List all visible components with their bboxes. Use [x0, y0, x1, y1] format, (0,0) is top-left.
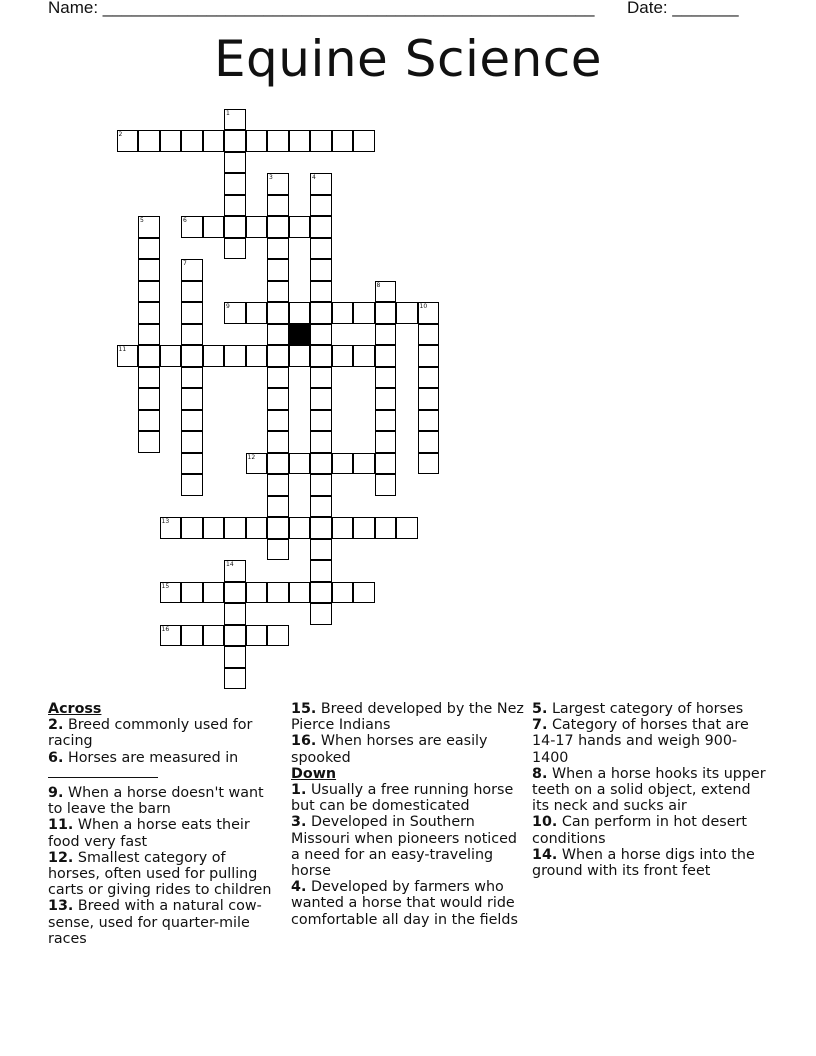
crossword-cell[interactable]: [181, 367, 203, 389]
clue-down-4: 4. Developed by farmers who wanted a horse that would ride comfortable all day in the fields: [291, 879, 518, 928]
crossword-cell[interactable]: [267, 388, 289, 410]
crossword-cell[interactable]: [375, 474, 397, 496]
crossword-cell[interactable]: [375, 453, 397, 475]
crossword-cell[interactable]: [267, 195, 289, 217]
clue-across-2: 2. Breed commonly used for racing: [48, 717, 253, 750]
crossword-cell[interactable]: [246, 453, 268, 475]
clue-number: 4: [312, 174, 316, 181]
clue-number: 9: [226, 303, 230, 310]
crossword-cell[interactable]: [138, 216, 160, 238]
crossword-cell[interactable]: [310, 496, 332, 518]
crossword-cell[interactable]: [138, 388, 160, 410]
crossword-cell[interactable]: [181, 281, 203, 303]
crossword-cell[interactable]: [160, 130, 182, 152]
crossword-cell[interactable]: [267, 130, 289, 152]
crossword-cell[interactable]: [224, 646, 246, 668]
crossword-cell[interactable]: [203, 517, 225, 539]
crossword-cell[interactable]: [310, 603, 332, 625]
crossword-cell[interactable]: [117, 345, 139, 367]
crossword-cell[interactable]: [267, 496, 289, 518]
crossword-cell[interactable]: [224, 302, 246, 324]
crossword-cell[interactable]: [353, 453, 375, 475]
clue-number: 8: [376, 281, 381, 289]
crossword-cell[interactable]: [267, 324, 289, 346]
crossword-cell[interactable]: [418, 453, 440, 475]
crossword-cell[interactable]: [310, 539, 332, 561]
clue-across-16: 16. When horses are easily spooked: [291, 733, 488, 766]
crossword-cell[interactable]: [181, 216, 203, 238]
crossword-cell[interactable]: [160, 582, 182, 604]
crossword-cell[interactable]: [267, 216, 289, 238]
crossword-cell[interactable]: [246, 582, 268, 604]
crossword-cell[interactable]: [224, 517, 246, 539]
crossword-cell[interactable]: [332, 582, 354, 604]
crossword-cell[interactable]: [418, 388, 440, 410]
name-field-label: Name: ____________________________________________________: [48, 0, 595, 17]
clue-number: 12: [247, 453, 256, 461]
crossword-cell[interactable]: [224, 195, 246, 217]
crossword-cell[interactable]: [353, 517, 375, 539]
crossword-cell[interactable]: [267, 173, 289, 195]
clue-column-3: [532, 701, 772, 879]
clue-number: 6: [183, 217, 187, 224]
crossword-cell[interactable]: [138, 281, 160, 303]
clue-number: 11: [118, 346, 127, 353]
clue-down-8: 8. When a horse hooks its upper teeth on a solid object, extend its neck and sucks air: [532, 765, 766, 815]
crossword-cell[interactable]: [267, 453, 289, 475]
crossword-cell[interactable]: [310, 130, 332, 152]
crossword-cell[interactable]: [246, 302, 268, 324]
crossword-cell[interactable]: [289, 517, 311, 539]
crossword-cell[interactable]: [418, 431, 440, 453]
crossword-cell[interactable]: [224, 130, 246, 152]
crossword-cell[interactable]: [181, 259, 203, 281]
crossword-cell[interactable]: [310, 474, 332, 496]
crossword-cell[interactable]: [246, 216, 268, 238]
clue-down-5: 5. Largest category of horses: [532, 701, 744, 717]
crossword-cell[interactable]: [375, 324, 397, 346]
crossword-cell[interactable]: [332, 130, 354, 152]
clue-across-12: 12. Smallest category of horses, often used for pulling carts or giving rides to children: [48, 849, 272, 899]
crossword-cell[interactable]: [418, 324, 440, 346]
crossword-cell[interactable]: [267, 582, 289, 604]
clue-down-14: 14. When a horse digs into the ground with its front feet: [532, 846, 755, 880]
crossword-cell[interactable]: [181, 130, 203, 152]
date-field-label: Date: _______: [627, 0, 739, 17]
crossword-cell[interactable]: [138, 367, 160, 389]
crossword-cell[interactable]: [396, 302, 418, 324]
crossword-cell[interactable]: [138, 431, 160, 453]
crossword-cell[interactable]: [224, 345, 246, 367]
crossword-cell[interactable]: [310, 238, 332, 260]
clue-number: 10: [419, 303, 428, 310]
clue-number: 13: [161, 518, 170, 525]
crossword-cell[interactable]: [138, 302, 160, 324]
crossword-cell[interactable]: [138, 238, 160, 260]
crossword-cell[interactable]: [289, 453, 311, 475]
clue-across-15: 15. Breed developed by the Nez Pierce Indians: [291, 701, 524, 734]
crossword-cell[interactable]: [160, 625, 182, 647]
clue-down-3: 3. Developed in Southern Missouri when pioneers noticed a need for an easy-traveling horse: [291, 814, 517, 880]
crossword-cell[interactable]: [332, 302, 354, 324]
crossword-cell[interactable]: [117, 130, 139, 152]
crossword-cell[interactable]: [375, 431, 397, 453]
crossword-cell[interactable]: [224, 152, 246, 174]
crossword-cell[interactable]: [310, 302, 332, 324]
crossword-cell[interactable]: [353, 130, 375, 152]
crossword-cell[interactable]: [246, 345, 268, 367]
clue-across-11: 11. When a horse eats their food very fast: [48, 817, 250, 850]
crossword-cell[interactable]: [181, 345, 203, 367]
crossword-cell[interactable]: [310, 431, 332, 453]
crossword-cell[interactable]: [418, 302, 440, 324]
crossword-cell[interactable]: [310, 216, 332, 238]
crossword-cell[interactable]: [289, 130, 311, 152]
crossword-cell[interactable]: [224, 173, 246, 195]
crossword-cell[interactable]: [375, 302, 397, 324]
crossword-cell[interactable]: [375, 281, 397, 303]
crossword-cell[interactable]: [181, 453, 203, 475]
clue-number: 5: [140, 217, 144, 224]
crossword-cell[interactable]: [224, 582, 246, 604]
crossword-cell[interactable]: [181, 410, 203, 432]
crossword-cell[interactable]: [203, 130, 225, 152]
across-heading: Across: [48, 701, 102, 717]
crossword-cell[interactable]: [224, 238, 246, 260]
crossword-cell[interactable]: [224, 668, 246, 690]
crossword-block: [289, 324, 311, 346]
crossword-cell[interactable]: [310, 345, 332, 367]
crossword-cell[interactable]: [181, 388, 203, 410]
crossword-cell[interactable]: [418, 410, 440, 432]
crossword-cell[interactable]: [375, 345, 397, 367]
crossword-cell[interactable]: [310, 560, 332, 582]
clue-down-1: 1. Usually a free running horse but can be domesticated: [291, 782, 514, 815]
crossword-cell[interactable]: [203, 345, 225, 367]
crossword-cell[interactable]: [289, 345, 311, 367]
crossword-cell[interactable]: [332, 345, 354, 367]
clue-across-6: 6. Horses are measured in: [48, 750, 280, 782]
crossword-cell[interactable]: [181, 474, 203, 496]
clue-across-13: 13. Breed with a natural cow-sense, used for quarter-mile races: [48, 898, 262, 947]
clue-column-1: [48, 701, 280, 947]
crossword-cell[interactable]: [289, 582, 311, 604]
crossword-cell[interactable]: [267, 345, 289, 367]
clue-number: 15: [161, 582, 170, 590]
page-title: Equine Science: [213, 30, 603, 88]
crossword-cell[interactable]: [160, 345, 182, 367]
clue-across-9: 9. When a horse doesn't want to leave the barn: [48, 785, 264, 818]
clue-number: 3: [269, 174, 273, 181]
crossword-cell[interactable]: [267, 410, 289, 432]
crossword-cell[interactable]: [310, 453, 332, 475]
crossword-cell[interactable]: [181, 517, 203, 539]
crossword-cell[interactable]: [310, 410, 332, 432]
crossword-cell[interactable]: [396, 517, 418, 539]
crossword-cell[interactable]: [310, 281, 332, 303]
crossword-cell[interactable]: [224, 216, 246, 238]
clue-number: 1: [226, 109, 230, 117]
crossword-cell[interactable]: [224, 560, 246, 582]
crossword-cell[interactable]: [289, 302, 311, 324]
crossword-cell[interactable]: [138, 345, 160, 367]
crossword-cell[interactable]: [310, 195, 332, 217]
crossword-cell[interactable]: [267, 281, 289, 303]
crossword-cell[interactable]: [267, 517, 289, 539]
crossword-cell[interactable]: [353, 345, 375, 367]
crossword-cell[interactable]: [224, 109, 246, 131]
crossword-cell[interactable]: [138, 130, 160, 152]
crossword-cell[interactable]: [138, 324, 160, 346]
crossword-cell[interactable]: [332, 453, 354, 475]
crossword-cell[interactable]: [375, 517, 397, 539]
crossword-cell[interactable]: [267, 367, 289, 389]
crossword-cell[interactable]: [310, 173, 332, 195]
crossword-cell[interactable]: [181, 625, 203, 647]
crossword-cell[interactable]: [310, 259, 332, 281]
clue-number: 16: [161, 625, 170, 633]
crossword-cell[interactable]: [310, 367, 332, 389]
crossword-cell[interactable]: [375, 388, 397, 410]
crossword-cell[interactable]: [375, 410, 397, 432]
crossword-cell[interactable]: [353, 582, 375, 604]
crossword-cell[interactable]: [224, 625, 246, 647]
crossword-cell[interactable]: [246, 130, 268, 152]
crossword-cell[interactable]: [267, 474, 289, 496]
crossword-cell[interactable]: [181, 582, 203, 604]
crossword-cell[interactable]: [224, 603, 246, 625]
down-heading: Down: [291, 765, 337, 782]
answer-blank: [48, 767, 158, 778]
clue-number: 14: [226, 561, 234, 568]
crossword-cell[interactable]: [375, 367, 397, 389]
crossword-cell[interactable]: [332, 517, 354, 539]
crossword-cell[interactable]: [138, 259, 160, 281]
crossword-cell[interactable]: [203, 625, 225, 647]
crossword-cell[interactable]: [289, 216, 311, 238]
crossword-cell[interactable]: [181, 324, 203, 346]
crossword-cell[interactable]: [310, 388, 332, 410]
crossword-cell[interactable]: [181, 431, 203, 453]
clue-number: 2: [118, 131, 123, 138]
crossword-cell[interactable]: [353, 302, 375, 324]
crossword-cell[interactable]: [310, 324, 332, 346]
crossword-cell[interactable]: [267, 539, 289, 561]
crossword-cell[interactable]: [310, 517, 332, 539]
crossword-cell[interactable]: [246, 625, 268, 647]
crossword-cell[interactable]: [418, 367, 440, 389]
crossword-cell[interactable]: [138, 410, 160, 432]
crossword-cell[interactable]: [267, 238, 289, 260]
clue-down-7: 7. Category of horses that are 14-17 hands and weigh 900-1400: [532, 717, 749, 766]
crossword-cell[interactable]: [418, 345, 440, 367]
clue-number: 7: [183, 260, 187, 267]
crossword-cell[interactable]: [203, 216, 225, 238]
crossword-cell[interactable]: [246, 517, 268, 539]
clue-column-2: [291, 701, 527, 928]
crossword-cell[interactable]: [310, 582, 332, 604]
crossword-cell[interactable]: [267, 625, 289, 647]
crossword-cell[interactable]: [203, 582, 225, 604]
crossword-cell[interactable]: [160, 517, 182, 539]
crossword-cell[interactable]: [181, 302, 203, 324]
clue-down-10: 10. Can perform in hot desert conditions: [532, 814, 747, 847]
crossword-cell[interactable]: [267, 431, 289, 453]
crossword-cell[interactable]: [267, 302, 289, 324]
crossword-cell[interactable]: [267, 259, 289, 281]
